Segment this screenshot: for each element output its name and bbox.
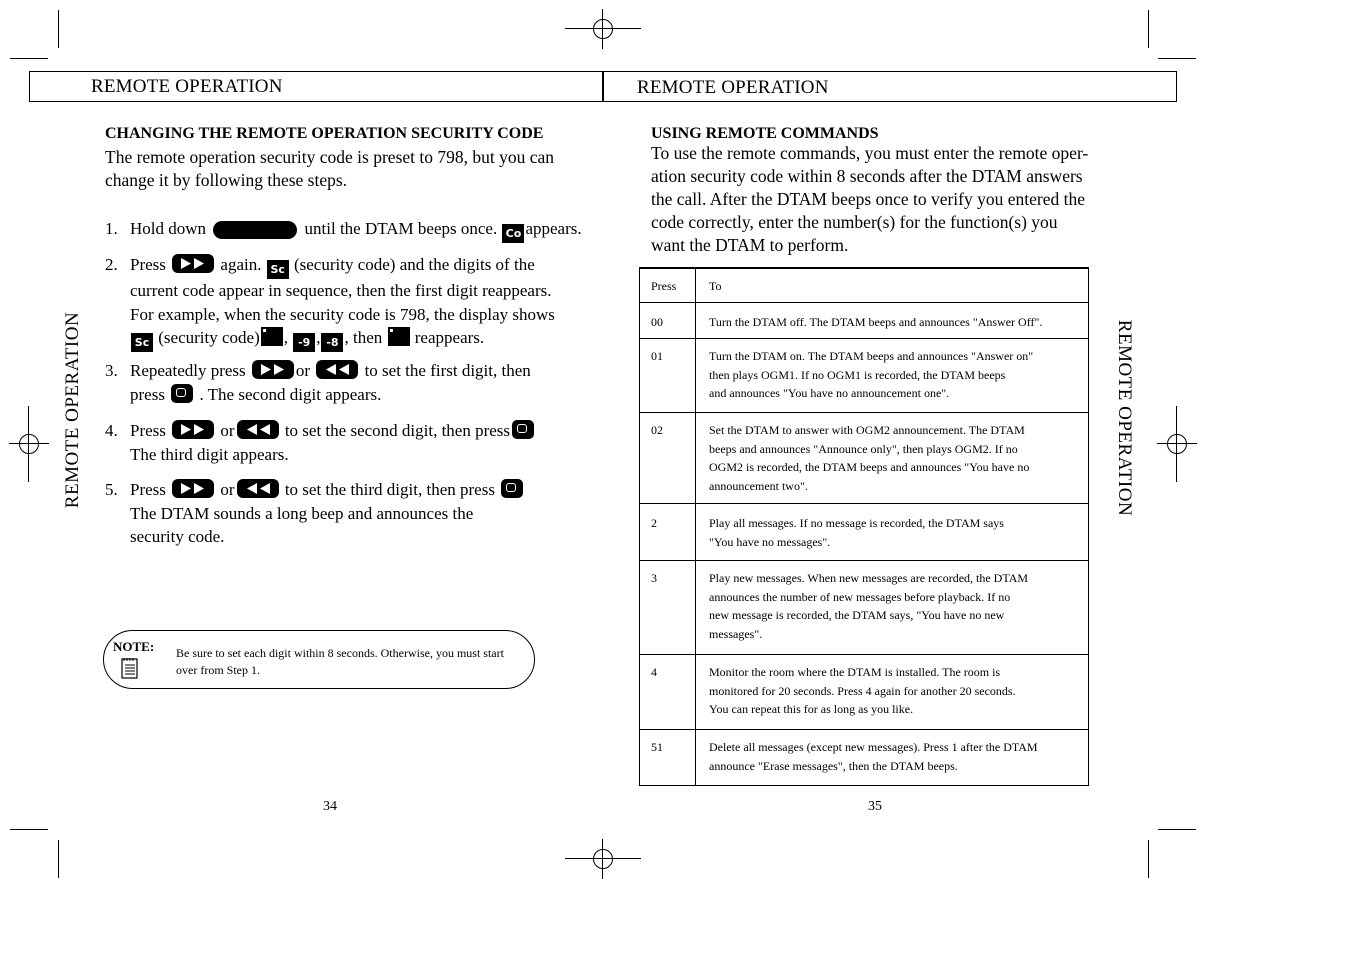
intro-line: the call. After the DTAM beeps once to verify you entered the bbox=[651, 189, 1085, 209]
note-text bbox=[176, 645, 504, 679]
cell-line: Turn the DTAM on. The DTAM beeps and announces "Answer on" bbox=[709, 349, 1034, 363]
step-text: press bbox=[130, 384, 165, 404]
stop-button-icon bbox=[512, 420, 534, 439]
step-text: Press bbox=[130, 255, 166, 274]
cell-line: Set the DTAM to answer with OGM2 announcement. The DTAM bbox=[709, 423, 1025, 437]
fast-forward-icon bbox=[172, 479, 214, 498]
table-row bbox=[640, 654, 1088, 729]
crop-mark bbox=[1158, 829, 1196, 830]
cell-line: announce "Erase messages", then the DTAM beeps. bbox=[709, 758, 958, 773]
cell-line: Play new messages. When new messages are recorded, the DTAM bbox=[709, 571, 1029, 585]
table-row bbox=[640, 412, 1088, 503]
lcd-co-icon: Co bbox=[502, 224, 524, 243]
lcd-digit-9-icon: -9 bbox=[293, 333, 315, 352]
cell-line: "You have no messages". bbox=[709, 534, 831, 549]
cell-line: messages". bbox=[709, 626, 763, 641]
step-number: 2. bbox=[105, 255, 118, 274]
cell-line: Play all messages. If no message is recorded, the DTAM says bbox=[709, 516, 1004, 530]
step-text: , then bbox=[344, 328, 383, 347]
right-page-header: REMOTE OPERATION bbox=[637, 77, 829, 98]
cell-line: new message is recorded, the DTAM says, "You have no new bbox=[709, 608, 1005, 622]
lcd-blank-icon bbox=[261, 327, 283, 346]
step-text: until the DTAM beeps once. bbox=[304, 219, 498, 238]
cell-to bbox=[709, 347, 1079, 403]
step-number: 4. bbox=[105, 421, 118, 440]
step-text: Hold down bbox=[130, 219, 207, 238]
registration-mark bbox=[9, 406, 49, 482]
cell-line: OGM2 is recorded, the DTAM beeps and announces "You have no bbox=[709, 460, 1030, 474]
crop-mark bbox=[1148, 840, 1149, 878]
step-text: or bbox=[220, 480, 235, 499]
fast-forward-icon bbox=[172, 420, 214, 439]
left-side-label: REMOTE OPERATION bbox=[62, 311, 83, 509]
header-to: To bbox=[709, 279, 722, 293]
cell-to bbox=[709, 514, 1079, 551]
wide-button-icon bbox=[213, 221, 297, 239]
step-text: For example, when the security code is 798, the display shows bbox=[130, 304, 555, 324]
intro-line: code correctly, enter the number(s) for the function(s) you bbox=[651, 212, 1058, 232]
step-text: to set the third digit, then press bbox=[284, 480, 495, 499]
step-text: . The second digit appears. bbox=[199, 384, 382, 404]
step-text: , bbox=[283, 328, 288, 347]
table-row bbox=[640, 503, 1088, 560]
table-header-row bbox=[640, 268, 1088, 302]
step-text: reappears. bbox=[414, 328, 485, 347]
table-row bbox=[640, 338, 1088, 412]
fast-forward-icon bbox=[252, 360, 294, 379]
registration-mark bbox=[565, 839, 641, 879]
step-number: 3. bbox=[105, 361, 118, 380]
registration-mark bbox=[565, 9, 641, 49]
cell-press: 01 bbox=[651, 349, 663, 363]
page-number-left: 34 bbox=[323, 799, 337, 814]
cell-line: Delete all messages (except new messages). Press 1 after the DTAM bbox=[709, 740, 1038, 754]
step-text: to set the second digit, then press bbox=[284, 421, 511, 440]
lcd-digit-8-icon: -8 bbox=[321, 333, 343, 352]
table-row bbox=[640, 729, 1088, 785]
step-text: The DTAM sounds a long beep and announces the bbox=[130, 503, 474, 523]
cell-line: You can repeat this for as long as you like. bbox=[709, 702, 914, 716]
cell-line: monitored for 20 seconds. Press 4 again for another 20 seconds. bbox=[709, 683, 1016, 698]
cell-line: Monitor the room where the DTAM is installed. The room is bbox=[709, 665, 1001, 679]
step-text: Press bbox=[130, 421, 166, 440]
remote-commands-table bbox=[639, 267, 1089, 786]
step-text: (security code) bbox=[158, 328, 260, 347]
intro-line: ation security code within 8 seconds after the DTAM answers bbox=[651, 166, 1083, 186]
lcd-sc-icon: Sc bbox=[131, 333, 153, 352]
intro-line: want the DTAM to perform. bbox=[651, 235, 849, 255]
right-side-label: REMOTE OPERATION bbox=[1114, 319, 1135, 517]
cell-press: 3 bbox=[651, 571, 657, 585]
cell-line: beeps and announces "Announce only", then plays OGM2. If no bbox=[709, 441, 1018, 456]
table-row bbox=[640, 560, 1088, 654]
step-text: (security code) and the digits of the bbox=[293, 255, 535, 274]
lcd-blank-icon bbox=[388, 327, 410, 346]
crop-mark bbox=[10, 58, 48, 59]
step-text: to set the first digit, then bbox=[364, 361, 531, 380]
registration-mark bbox=[1157, 406, 1197, 482]
cell-line: announcement two". bbox=[709, 478, 808, 493]
page-number-right: 35 bbox=[868, 799, 882, 814]
step-number: 1. bbox=[105, 219, 118, 238]
note-label: NOTE: bbox=[113, 639, 155, 654]
fast-forward-icon bbox=[172, 254, 214, 273]
rewind-icon bbox=[316, 360, 358, 379]
step-text: appears. bbox=[525, 219, 582, 238]
note-line: Be sure to set each digit within 8 seconds. Otherwise, you must start bbox=[176, 646, 504, 660]
crop-mark bbox=[58, 840, 59, 878]
rewind-icon bbox=[237, 479, 279, 498]
intro-line: To use the remote commands, you must enter the remote oper- bbox=[651, 143, 1089, 163]
left-page-header: REMOTE OPERATION bbox=[91, 76, 283, 97]
cell-press: 4 bbox=[651, 665, 657, 679]
intro-line: change it by following these steps. bbox=[105, 170, 348, 190]
cell-to bbox=[709, 313, 1079, 332]
step-text: or bbox=[220, 421, 235, 440]
step-text: Repeatedly press bbox=[130, 361, 246, 380]
cell-to bbox=[709, 421, 1079, 495]
table-row bbox=[640, 302, 1088, 338]
note-pad-icon bbox=[121, 657, 139, 680]
step-text: current code appear in sequence, then the first digit reappears. bbox=[130, 281, 552, 300]
step-text: security code. bbox=[130, 527, 225, 546]
header-press: Press bbox=[651, 279, 677, 293]
cell-line: Turn the DTAM off. The DTAM beeps and announces "Answer Off". bbox=[709, 315, 1043, 329]
step-text: again. bbox=[220, 255, 262, 274]
lcd-sc-icon: Sc bbox=[267, 260, 289, 279]
cell-line: announces the number of new messages before playback. If no bbox=[709, 589, 1011, 604]
crop-mark bbox=[58, 10, 59, 48]
cell-to bbox=[709, 663, 1079, 719]
right-section-title: USING REMOTE COMMANDS bbox=[651, 125, 879, 142]
left-intro bbox=[105, 146, 554, 192]
note-line: over from Step 1. bbox=[176, 663, 260, 677]
stop-button-icon bbox=[501, 479, 523, 498]
step-text: Press bbox=[130, 480, 166, 499]
stop-button-icon bbox=[171, 384, 193, 403]
cell-to bbox=[709, 738, 1079, 775]
cell-to bbox=[709, 569, 1079, 643]
cell-press: 00 bbox=[651, 315, 663, 329]
cell-press: 2 bbox=[651, 516, 657, 530]
cell-line: then plays OGM1. If no OGM1 is recorded, the DTAM beeps bbox=[709, 367, 1006, 382]
cell-press: 51 bbox=[651, 740, 663, 754]
crop-mark bbox=[1148, 10, 1149, 48]
rewind-icon bbox=[237, 420, 279, 439]
step-text: or bbox=[295, 361, 311, 380]
cell-press: 02 bbox=[651, 423, 663, 437]
crop-mark bbox=[10, 829, 48, 830]
step-number: 5. bbox=[105, 480, 118, 499]
intro-line: The remote operation security code is preset to 798, but you can bbox=[105, 147, 555, 167]
right-intro bbox=[651, 142, 1088, 257]
step-text: , bbox=[316, 328, 321, 347]
left-section-title: CHANGING THE REMOTE OPERATION SECURITY CODE bbox=[105, 125, 544, 142]
crop-mark bbox=[1158, 58, 1196, 59]
cell-line: and announces "You have no announcement one". bbox=[709, 386, 950, 400]
step-text: The third digit appears. bbox=[130, 444, 289, 464]
